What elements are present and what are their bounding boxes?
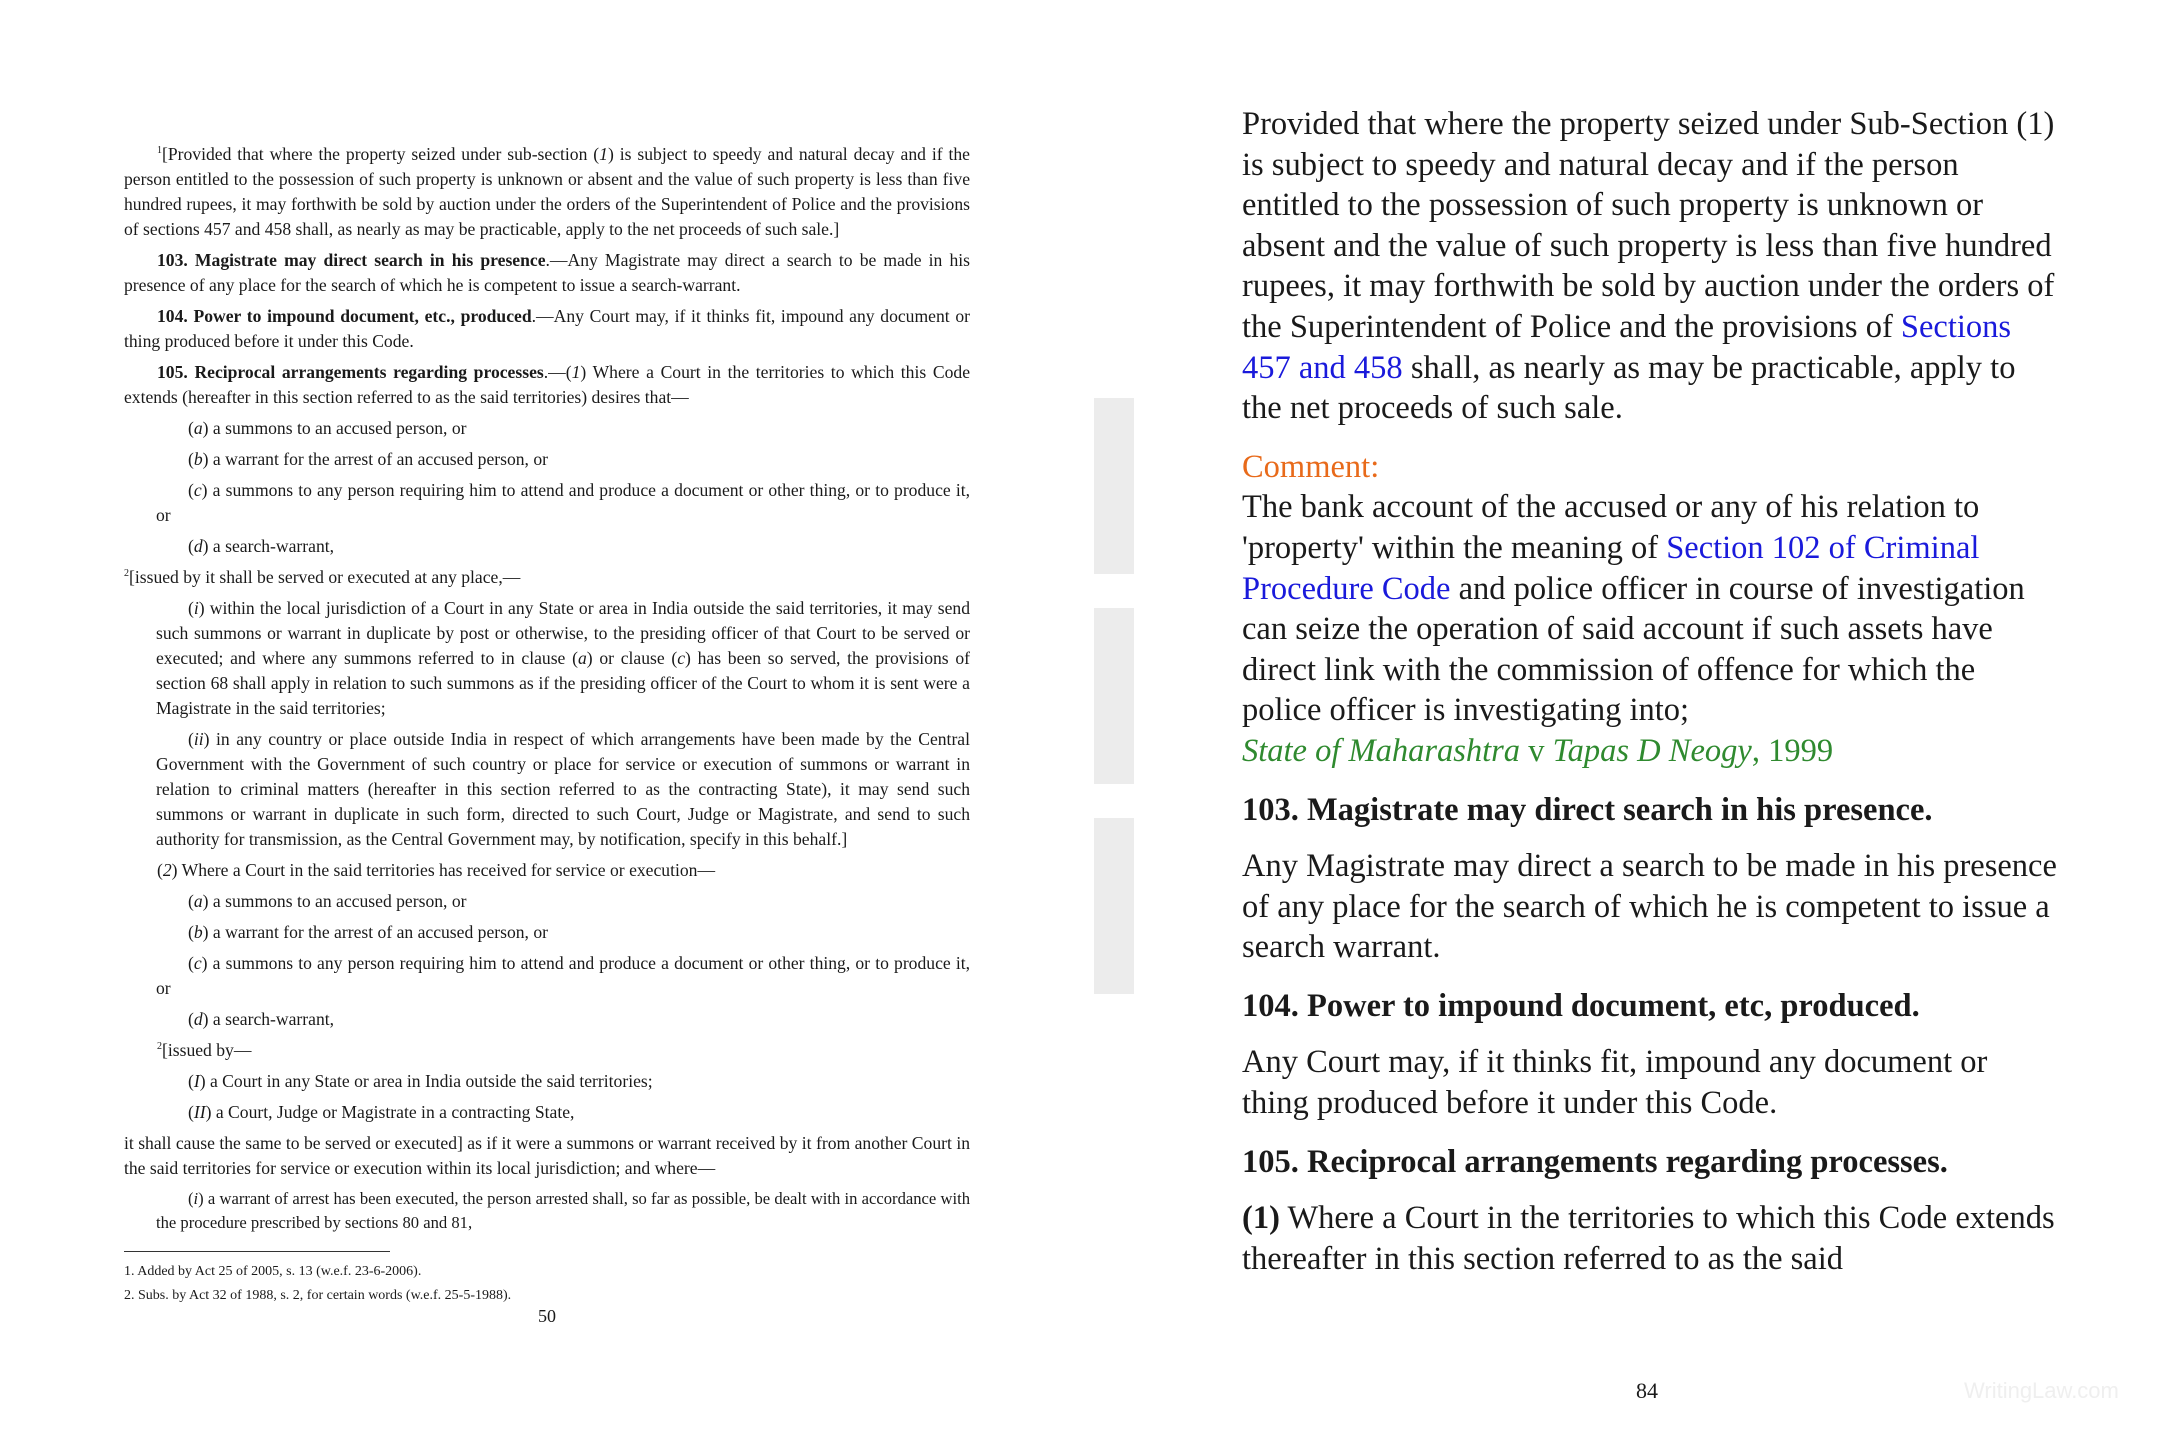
closing-paragraph: it shall cause the same to be served or executed] as if it were a summons or warrant received by it from another Court in the said territories for service or execution within its local jurisdiction; and where— [124,1133,970,1178]
sections-457-458-link[interactable]: Sections 457 and 458 [1242,308,2012,386]
gutter-bar [1094,818,1134,994]
footnote-ref[interactable]: 1 [157,145,162,157]
comment-label: Comment: [1242,448,1380,485]
section-103-text: Any Magistrate may direct a search to be made in his presence of any place for the search of which he is competent to issue a search warrant. [1242,848,2057,966]
proviso-paragraph: Provided that where the property seized under Sub-Section (1) is subject to speedy and natural decay and if the person entitled to the possession of such property is unknown or absent and the value of such property is less than five hundred rupees, it may forthwith be sold by auction under the orders of the Superintendent of Police and the provisions of Sections 457 and 458 shall, as nearly as may be practicable, apply to the net proceeds of such sale. [1242,106,2055,427]
section-104-heading: 104. Power to impound document, etc., produced [157,306,532,326]
final-clause: (i) a warrant of arrest has been executed, the person arrested shall, so far as possible, be dealt with in accordance with the procedure prescribed by sections 80 and 81, [156,1189,970,1232]
section-105-heading: 105. Reciprocal arrangements regarding processes. [1242,1143,1948,1180]
footnote-ref[interactable]: 2 [124,568,129,580]
watermark: WritingLaw.com [1964,1378,2119,1403]
section-103-heading: 103. Magistrate may direct search in his presence [157,250,546,270]
section-102-link[interactable]: Section 102 of Criminal Procedure Code [1242,529,1980,607]
list-item: (c) a summons to any person requiring him to attend and produce a document or other thing, or to produce it, or [156,953,970,998]
issued-clause: $^2$[issued by— [157,1040,252,1060]
issued-clause: $^2$[issued by it shall be served or executed at any place,— [124,567,521,587]
case-citation: State of Maharashtra v Tapas D Neogy, 1999 [1242,732,1834,769]
gutter-bar [1094,398,1134,574]
section-104-text: Any Court may, if it thinks fit, impound any document or thing produced before it under this Code. [1242,1044,1988,1122]
page-number-right: 84 [1636,1378,1658,1403]
list-item: (d) a search-warrant, [188,1009,335,1029]
list-item: (b) a warrant for the arrest of an accused person, or [188,449,549,469]
footnote-ref[interactable]: 2 [157,1041,162,1053]
section-105-text: (1) Where a Court in the territories to which this Code extends thereafter in this section referred to as the said [1242,1200,2055,1277]
left-page [124,142,970,1329]
list-item: (a) a summons to an accused person, or [188,418,467,438]
clause-ii: (ii) in any country or place outside India in respect of which arrangements have been made by the Central Government with the Government of such country or place for service or execution of summons or warrant in relation to criminal matters (hereafter in this section referred to as the contracting State), it may send such summons or warrant in duplicate in such form, directed to such Court, Judge or Magistrate, and send to such authority for transmission, as the Central Government may, by notification, specify in this behalf.] [156,729,970,849]
page-number-left: 50 [538,1306,556,1326]
section-105-heading: 105. Reciprocal arrangements regarding processes [157,362,544,382]
footnote-divider [124,1251,390,1252]
section-104: 104. Power to impound document, etc., produced.—Any Court may, if it thinks fit, impound any document or thing produced before it under this Code. [124,306,970,351]
list-item: (d) a search-warrant, [188,536,335,556]
proviso-paragraph: $^1$[Provided that where the property seized under sub-section (1) is subject to speedy and natural decay and if the person entitled to the possession of such property is unknown or absent and the value of such property is less than five hundred rupees, it may forthwith be sold by auction under the orders of the Superintendent of Police and the provisions of sections 457 and 458 shall, as nearly as may be practicable, apply to the net proceeds of such sale.] [124,144,970,239]
gutter-bar [1094,608,1134,784]
clause-i: (i) within the local jurisdiction of a Court in any State or area in India outside the said territories, it may send such summons or warrant in duplicate by post or otherwise, to the presiding officer of that Court to be served or executed; and where any summons referred to in clause (a) or clause (c) has been so served, the provisions of section 68 shall apply in relation to such summons as if the presiding officer of the Court to whom it is sent were a Magistrate in the said territories; [156,598,971,718]
comment-text: The bank account of the accused or any of his relation to 'property' within the meaning of Section 102 of Criminal Procedure Code and police officer in course of investigation can seize the operation of said account if such assets have direct link with the commission of offence for which the police officer is investigating into; [1242,489,2025,729]
footnote: 2. Subs. by Act 32 of 1988, s. 2, for certain words (w.e.f. 25-5-1988). [124,1288,512,1303]
list-item: (I) a Court in any State or area in India outside the said territories; [188,1071,653,1091]
list-item: (a) a summons to an accused person, or [188,891,467,911]
footnote: 1. Added by Act 25 of 2005, s. 13 (w.e.f. 23-6-2006). [124,1264,422,1279]
sub-section-2: (2) Where a Court in the said territories has received for service or execution— [157,860,716,880]
list-item: (b) a warrant for the arrest of an accused person, or [188,922,549,942]
list-item: (II) a Court, Judge or Magistrate in a contracting State, [188,1102,575,1122]
right-page [1242,104,2062,1279]
section-104-heading: 104. Power to impound document, etc, produced. [1242,987,1920,1024]
section-105: 105. Reciprocal arrangements regarding processes.—(1) Where a Court in the territories to which this Code extends (hereafter in this section referred to as the said territories) desires that— [124,362,970,407]
section-103: 103. Magistrate may direct search in his presence.—Any Magistrate may direct a search to be made in his presence of any place for the search of which he is competent to issue a search-warrant. [124,250,970,295]
list-item: (c) a summons to any person requiring him to attend and produce a document or other thing, or to produce it, or [156,480,970,525]
section-103-heading: 103. Magistrate may direct search in his presence. [1242,791,1933,828]
